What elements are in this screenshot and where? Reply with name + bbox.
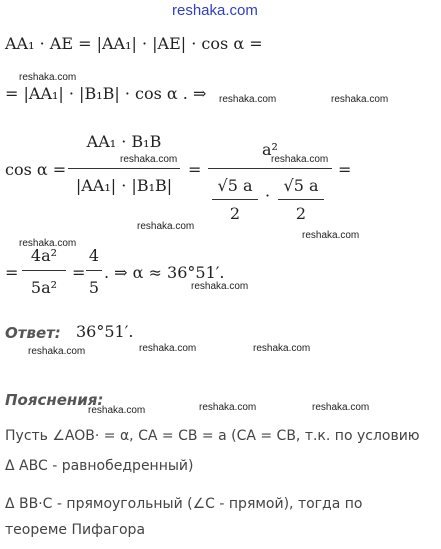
watermark: reshaka.com (331, 94, 389, 105)
fraction-3-denominator: 5a² (30, 278, 58, 297)
fraction-4-denominator: 5 (88, 278, 100, 297)
watermark: reshaka.com (312, 402, 370, 413)
fraction-2-bar (208, 168, 332, 169)
formula-line-1: AA₁ · AE = |AA₁| · |AE| · cos α = (5, 34, 263, 53)
watermark: reshaka.com (219, 94, 277, 105)
equals-sign: = (188, 160, 202, 179)
fraction-2a-denominator: 2 (229, 204, 241, 223)
explanation-line-1: Пусть ∠AOB· = α, CA = CB = a (CA = CB, т.к. по условию (5, 428, 420, 444)
dot-operator: · (265, 186, 271, 205)
explanation-line-2: Δ ABC - равнобедренный) (5, 458, 194, 474)
fraction-1-bar (68, 168, 180, 169)
answer-value: 36°51′. (76, 322, 134, 341)
fraction-4-bar (86, 270, 102, 271)
fraction-1-denominator: |AA₁| · |B₁B| (75, 176, 173, 195)
answer-label: Ответ: (5, 324, 61, 342)
cos-label: cos α = (5, 160, 67, 179)
watermark: reshaka.com (28, 346, 86, 357)
watermark: reshaka.com (253, 343, 311, 354)
watermark: reshaka.com (139, 343, 197, 354)
watermark: reshaka.com (19, 238, 77, 249)
fraction-2a-numerator: √5 a (217, 176, 253, 195)
fraction-2a-bar (212, 199, 258, 200)
watermark: reshaka.com (199, 402, 257, 413)
fraction-3-numerator: 4a² (30, 246, 58, 265)
explanation-label: Пояснения: (5, 391, 104, 409)
watermark: reshaka.com (137, 221, 195, 232)
explanation-line-4: теореме Пифагора (5, 522, 146, 538)
formula-line-2: = |AA₁| · |B₁B| · cos α . ⇒ (5, 84, 207, 103)
watermark: reshaka.com (19, 72, 77, 83)
fraction-2b-denominator: 2 (295, 204, 307, 223)
fraction-1-numerator: AA₁ · B₁B (86, 132, 162, 151)
site-header: reshaka.com (172, 2, 258, 19)
equals-prefix: = (5, 263, 19, 282)
explanation-line-3: Δ BB·C - прямоугольный (∠C - прямой), тогда по (5, 496, 363, 512)
fraction-3-bar (22, 270, 66, 271)
watermark: reshaka.com (271, 154, 329, 165)
watermark: reshaka.com (120, 154, 178, 165)
equals-sign: = (72, 263, 86, 282)
result-suffix: . ⇒ α ≈ 36°51′. (104, 263, 225, 282)
fraction-2b-bar (278, 199, 324, 200)
fraction-4-numerator: 4 (88, 246, 100, 265)
watermark: reshaka.com (191, 281, 249, 292)
fraction-2b-numerator: √5 a (283, 176, 319, 195)
watermark: reshaka.com (88, 405, 146, 416)
fraction-2-numerator: a² (262, 140, 278, 159)
watermark: reshaka.com (302, 230, 360, 241)
equals-sign: = (338, 160, 352, 179)
